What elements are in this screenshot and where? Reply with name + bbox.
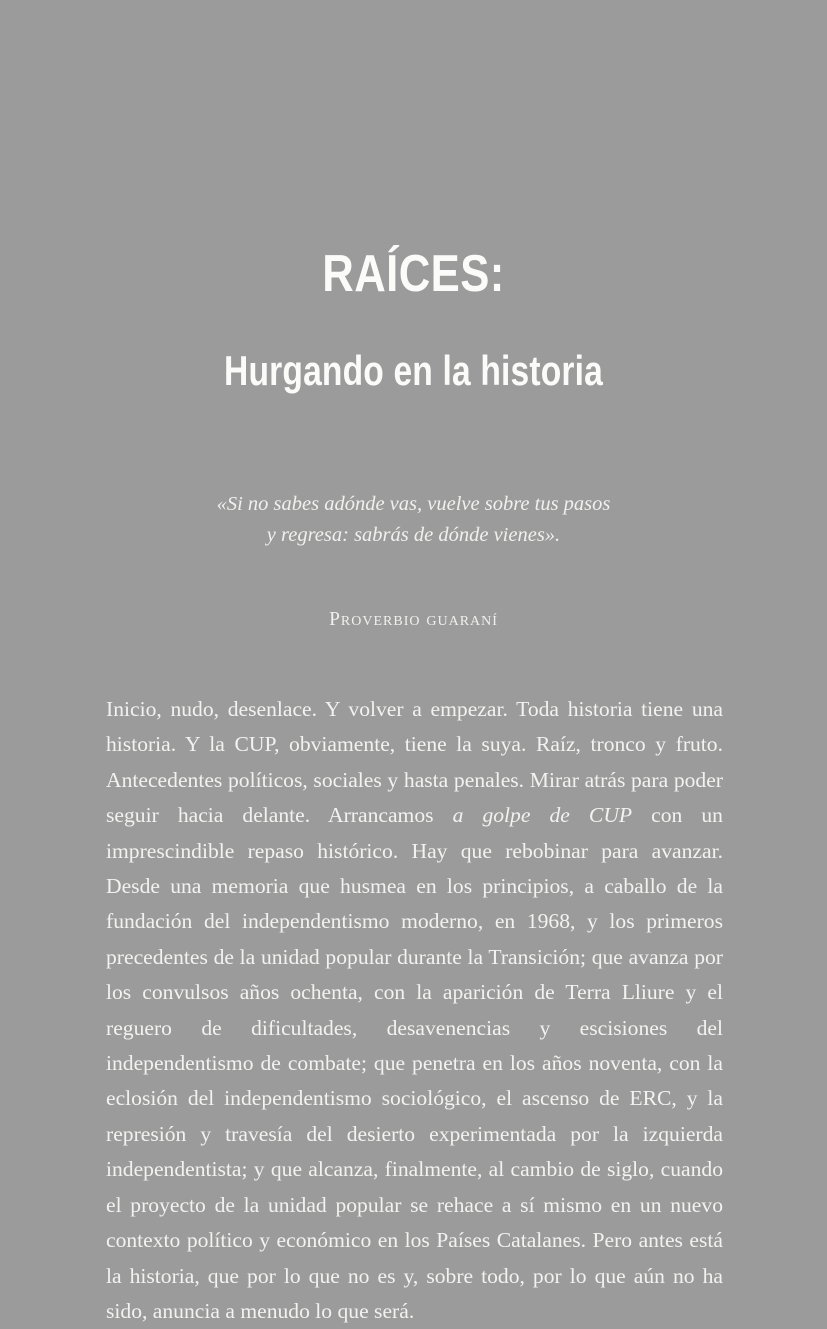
chapter-heading-block <box>0 245 827 395</box>
page-subtitle: Hurgando en la historia <box>224 347 603 395</box>
body-text-segment-2: con un imprescindible repaso histórico. Hay que rebobinar para avanzar. Desde una memoria que husmea en los principios, a caballo de la fundación del independentismo moderno, en 1968, y los primeros precedentes de la unidad popular durante la Transición; que avanza por los convulsos años ochenta, con la aparición de Terra Lliure y el reguero de dificultades, desavenencias y escisiones del independentismo de combate; que penetra en los años noventa, con la eclosión del independentismo sociológico, el ascenso de ERC, y la represión y travesía del desierto experimentada por la izquierda independentista; y que alcanza, finalmente, al cambio de siglo, cuando el proyecto de la unidad popular se rehace a sí mismo en un nuevo contexto político y económico en los Países Catalanes. Pero antes está la historia, que por lo que no es y, sobre todo, por lo que aún no ha sido, anuncia a menudo lo que será. <box>106 803 723 1323</box>
epigraph-attribution: Proverbio guaraní <box>329 609 498 631</box>
body-emphasis-title: a golpe de CUP <box>452 803 633 828</box>
epigraph-block <box>0 489 827 631</box>
epigraph-quote-line-2: y regresa: sabrás de dónde vienes». <box>266 524 561 547</box>
body-paragraph <box>106 692 723 1329</box>
epigraph-quote <box>0 489 827 551</box>
epigraph-quote-line-1: «Si no sabes adónde vas, vuelve sobre tus pasos <box>216 493 611 515</box>
page-title: RAÍCES: <box>322 245 505 303</box>
body-text-block <box>106 692 723 1329</box>
body-text-segment-1: Inicio, nudo, desenlace. Y volver a empezar. Toda historia tiene una historia. Y la CUP, obviamente, tiene la suya. Raíz, tronco y fruto. Antecedentes políticos, sociales y hasta penales. Mirar atrás para poder seguir hacia delante. Arrancamos <box>106 697 723 828</box>
